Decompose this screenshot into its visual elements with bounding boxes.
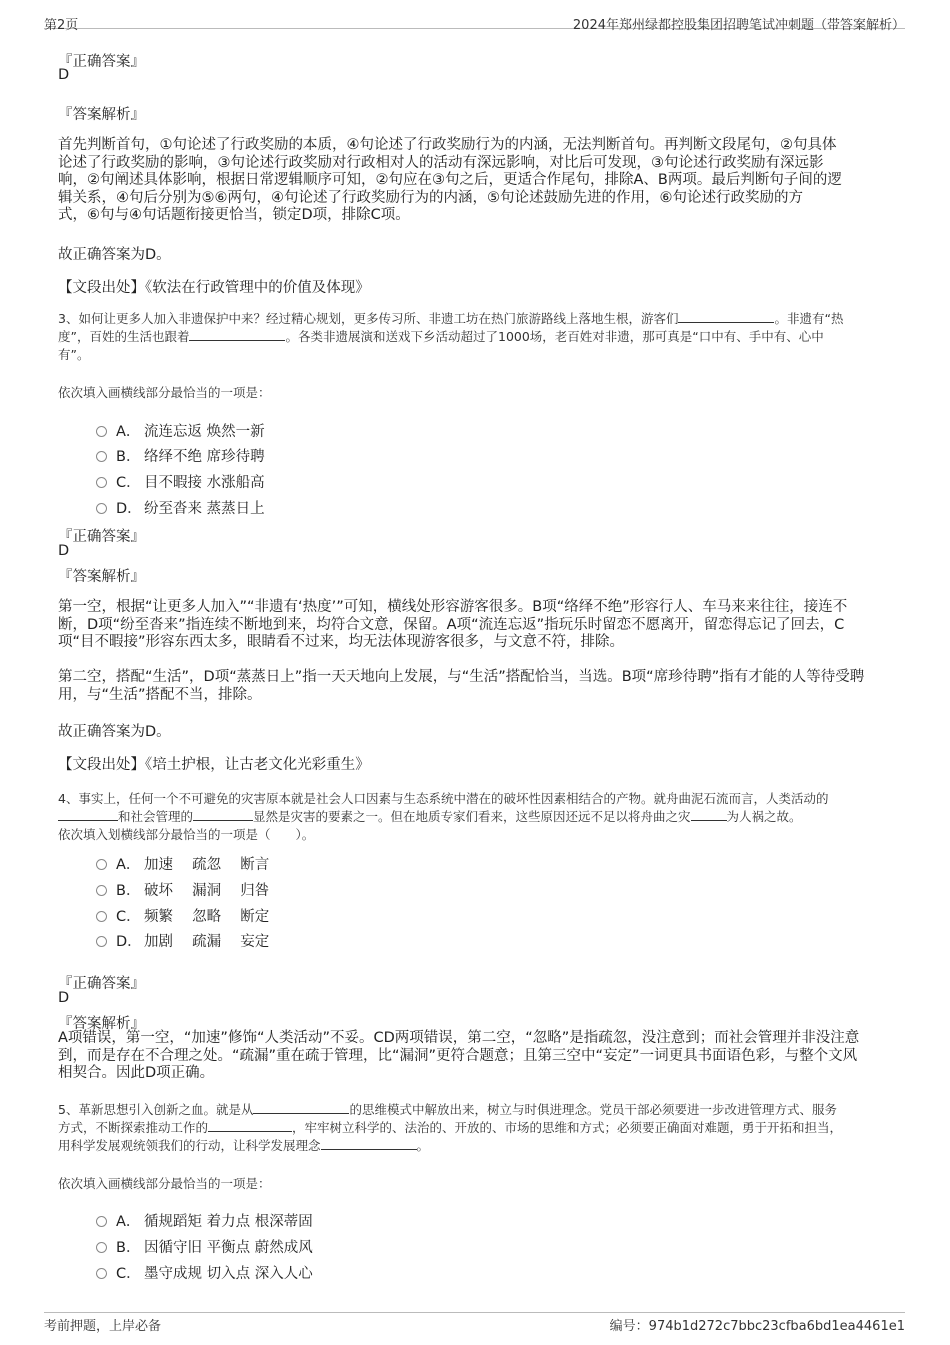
option-b[interactable]: B． 因循守旧 平衡点 蔚然成风 [96,1236,313,1257]
analysis-line: A项错误，第一空，“加速”修饰“人类活动”不妥。CD两项错误，第二空，“忽略”是指疏忽，没注意到；而社会管理并非没注意 [58,1030,860,1046]
radio-icon[interactable] [96,1268,107,1279]
stem-text: 5、革新思想引入创新之血。就是从 [58,1102,254,1117]
blank-line [678,310,774,323]
analysis-text [58,1030,888,1083]
stem-text: 。各类非遗展演和送戏下乡活动超过了1000场，老百姓对非遗，那可真是“口中有、手中有、心中 [285,329,824,344]
blank-line [58,808,118,821]
stem-text: ，牢牢树立科学的、法治的、开放的、市场的思维和方式；必须要正确面对难题，勇于开拓和担当， [292,1120,843,1135]
analysis-label: 『答案解析』 [58,569,145,585]
analysis-line: 式，⑥句与④句话题衔接更恰当，锁定D项，排除C项。 [58,207,410,223]
blank-line [189,328,285,341]
source-citation: 【文段出处】《软法在行政管理中的价值及体现》 [58,280,370,296]
stem-text: 度”，百姓的生活也跟着 [58,329,190,344]
radio-icon[interactable] [96,936,107,947]
stem-text: 为人祸之故。 [726,809,802,824]
analysis-label: 『答案解析』 [58,1016,145,1032]
radio-icon[interactable] [96,859,107,870]
stem-text: 。非遗有“热 [774,311,844,326]
option-c[interactable]: C． 目不暇接 水涨船高 [96,471,265,492]
page-footer [44,1312,905,1334]
document-code: 编号：974b1d272c7bbc23cfba6bd1ea4461e1 [609,1319,905,1334]
answer-value: D [58,67,70,83]
analysis-line: 第一空，根据“让更多人加入”“非遗有‘热度’”可知，横线处形容游客很多。B项“络绎不绝”形容行人、车马来来往往，接连不 [58,599,848,615]
option-b[interactable]: B． 络绎不绝 席珍待聘 [96,445,265,466]
analysis-label: 『答案解析』 [58,107,145,123]
analysis-text [58,669,888,704]
blank-line [193,808,253,821]
radio-icon[interactable] [96,911,107,922]
radio-icon[interactable] [96,1242,107,1253]
question-stem [58,310,898,364]
analysis-line: 辑关系，④句后分别为⑤⑥两句，④句论述了行政奖励行为的内涵，⑤句论述鼓励先进的作用，⑥句论述行政奖励的方 [58,189,803,206]
radio-icon[interactable] [96,503,107,514]
analysis-line: 首先判断首句，①句论述了行政奖励的本质，④句论述了行政奖励行为的内涵，无法判断首句。再判断文段尾句，②句具体 [58,137,837,153]
stem-text: 方式，不断探索推动工作的 [58,1120,209,1135]
answer-value: D [58,543,70,559]
stem-text: 的思维模式中解放出来，树立与时俱进理念。党员干部必须要进一步改进管理方式、服务 [349,1102,837,1117]
analysis-line: 论述了行政奖励的影响，③句论述行政奖励对行政相对人的活动有深远影响，对比后可发现，③句论述行政奖励有深远影 [58,154,824,171]
radio-icon[interactable] [96,477,107,488]
analysis-line: 项“目不暇接”形容东西太多，眼睛看不过来，均无法体现游客很多，与文意不符，排除。 [58,634,625,650]
stem-text: 显然是灾害的要素之一。但在地质专家们看来，这些原因还远不足以将舟曲之灾 [253,809,691,824]
option-c[interactable]: C． 频繁 忽略 断定 [96,905,269,926]
option-a[interactable]: A． 循规蹈矩 着力点 根深蒂固 [96,1210,313,1231]
radio-icon[interactable] [96,885,107,896]
blank-line [691,808,727,821]
option-c[interactable]: C． 墨守成规 切入点 深入人心 [96,1262,313,1283]
source-citation: 【文段出处】《培土护根，让古老文化光彩重生》 [58,757,370,773]
page-header [44,0,905,33]
blank-line [321,1137,417,1150]
stem-text: 用科学发展观统领我们的行动，让科学发展理念 [58,1138,321,1153]
option-b[interactable]: B． 破坏 漏洞 归咎 [96,879,269,900]
analysis-line: 用，与“生活”搭配不当，排除。 [58,686,262,703]
analysis-line: 到，而是存在不合理之处。“疏漏”重在疏于管理，比“漏洞”更符合题意；且第三空中“妄定”一词更具书面语色彩，与整个文风 [58,1047,858,1064]
analysis-line: 断，D项“纷至沓来”指连续不断地到来，均符合文意，保留。A项“流连忘返”指玩乐时留恋不愿离开，留恋得忘记了回去，C [58,616,845,633]
analysis-text [58,599,888,652]
analysis-line: 相契合。因此D项正确。 [58,1065,215,1081]
stem-text: 有”。 [58,347,90,362]
document-title: 2024年郑州绿都控股集团招聘笔试冲刺题（带答案解析） [572,18,905,33]
option-a[interactable]: A． 加速 疏忽 断言 [96,853,269,874]
conclusion: 故正确答案为D。 [58,247,171,263]
stem-text: 4、事实上，任何一个不可避免的灾害原本就是社会人口因素与生态系统中潜在的破坏性因素相结合的产物。就舟曲泥石流而言，人类活动的 [58,791,829,806]
option-d[interactable]: D． 加剧 疏漏 妄定 [96,930,269,951]
option-d[interactable]: D． 纷至沓来 蒸蒸日上 [96,497,265,518]
radio-icon[interactable] [96,426,107,437]
analysis-line: 第二空，搭配“生活”，D项“蒸蒸日上”指一天天地向上发展，与“生活”搭配恰当，当选。B项“席珍待聘”指有才能的人等待受聘 [58,669,865,685]
question-prompt: 依次填入画横线部分最恰当的一项是： [58,1176,271,1191]
stem-text: 。 [416,1138,430,1153]
question-stem [58,790,898,844]
question-prompt: 依次填入划横线部分最恰当的一项是（ ）。 [58,827,315,842]
radio-icon[interactable] [96,1216,107,1227]
conclusion: 故正确答案为D。 [58,724,171,740]
stem-text: 和社会管理的 [118,809,194,824]
blank-line [253,1101,349,1114]
analysis-text [58,137,888,225]
analysis-line: 响，②句阐述具体影响，根据日常逻辑顺序可知，②句应在③句之后，更适合作尾句，排除A、B两项。最后判断句子间的逻 [58,172,842,188]
blank-line [208,1119,292,1132]
question-prompt: 依次填入画横线部分最恰当的一项是： [58,385,271,400]
stem-text: 3、如何让更多人加入非遗保护中来？经过精心规划，更多传习所、非遗工坊在热门旅游路线上落地生根，游客们 [58,311,679,326]
radio-icon[interactable] [96,451,107,462]
answer-label: 『正确答案』 [58,54,145,70]
page-number: 第2页 [44,18,79,33]
answer-label: 『正确答案』 [58,976,145,992]
answer-label: 『正确答案』 [58,529,145,545]
question-stem [58,1101,898,1155]
option-a[interactable]: A． 流连忘返 焕然一新 [96,420,265,441]
footer-slogan: 考前押题，上岸必备 [44,1319,162,1334]
answer-value: D [58,990,70,1006]
